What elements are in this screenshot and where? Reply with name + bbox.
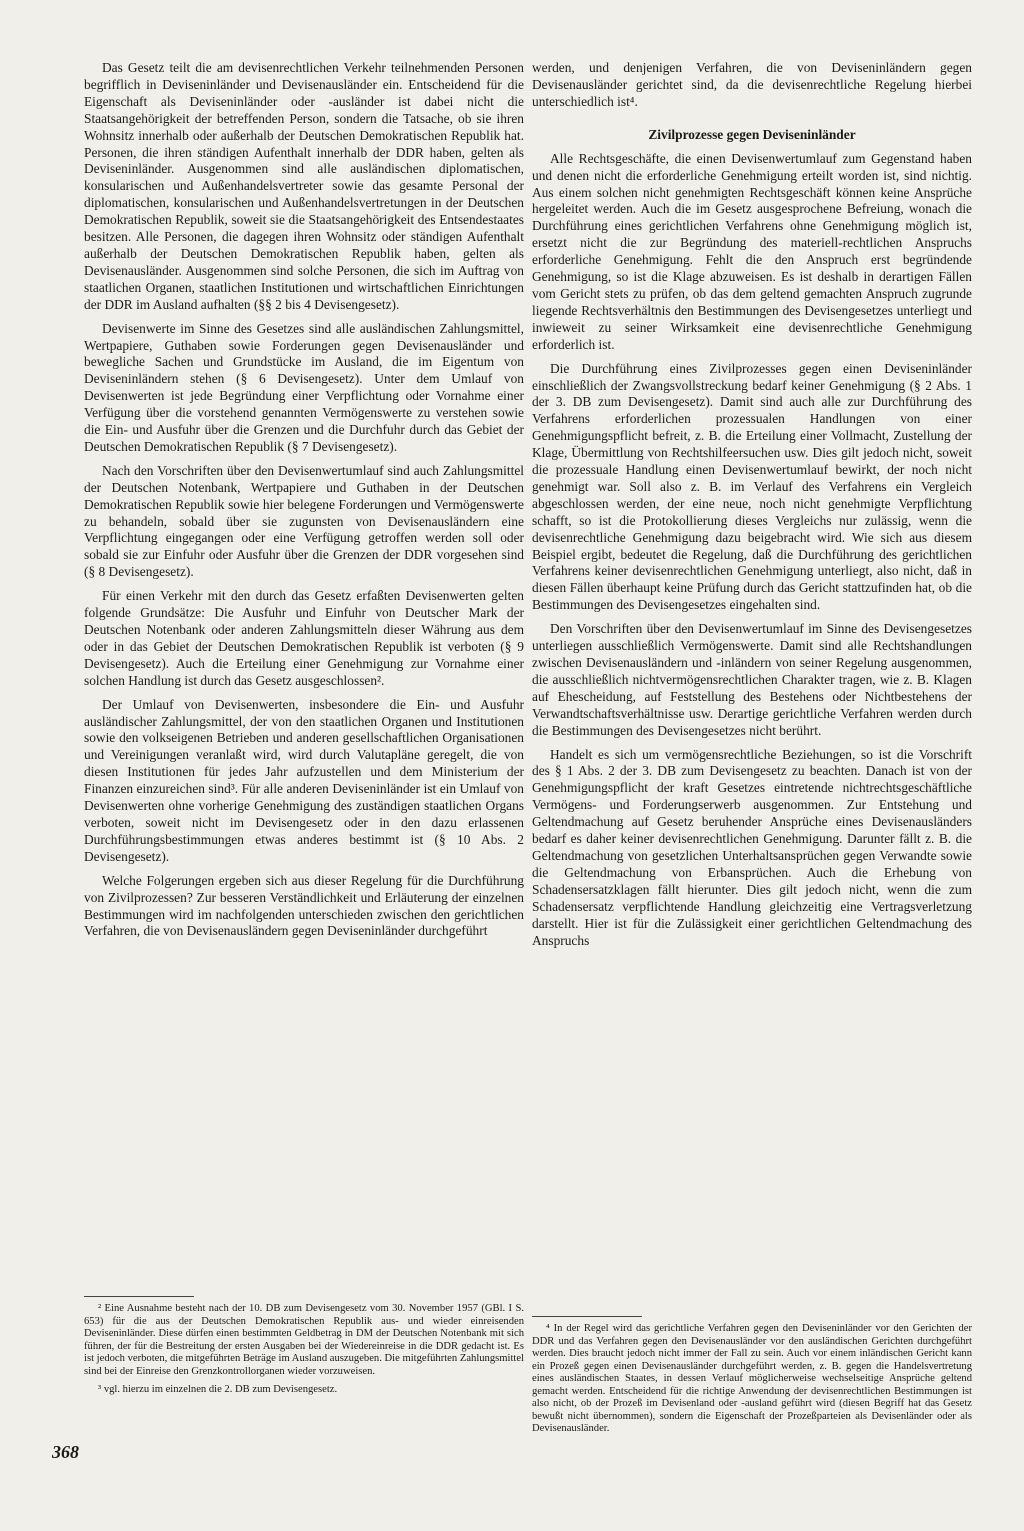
footnote-2: ² Eine Ausnahme besteht nach der 10. DB zum Devisengesetz vom 30. November 1957 (GBl. I S. 653) für die aus der Deutschen Demokratischen Republik aus- und wieder einreisenden Deviseninländer. Diese dürfen einen bestimmten Geldbetrag in DM der Deutschen Notenbank mit sich führen, der für die Bestreitung der ersten Ausgaben bei der Wiedereinreise in die DDR gedacht ist. Es ist jedoch verboten, die mitgeführten Beträge im Ausland auszugeben. Die mitgeführten Zahlungsmittel sind bei der Einreise den Grenzkontrollorganen wieder vorzuweisen.	[84, 1303, 524, 1377]
right-column	[532, 60, 972, 956]
body-paragraph: Devisenwerte im Sinne des Gesetzes sind alle ausländischen Zahlungsmittel, Wertpapiere, Guthaben sowie Forderungen gegen Devisenausländer und bewegliche Sachen und Grundstücke im Ausland, die im Eigentum von Deviseninländern stehen (§ 6 Devisengesetz). Unter dem Umlauf von Devisenwerten ist jede Begründung einer Verpflichtung oder Vornahme einer Verfügung über die vorstehend genannten Vermögenswerte zu verstehen sowie die Ein- und Ausfuhr über die Grenzen und die Durchfuhr durch das Gebiet der Deutschen Demokratischen Republik (§ 7 Devisengesetz).	[84, 320, 524, 454]
body-paragraph: Nach den Vorschriften über den Devisenwertumlauf sind auch Zahlungsmittel der Deutschen Notenbank, Wertpapiere und Guthaben in der Deutschen Demokratischen Republik sowie hier belegene Forderungen und Vermögenswerte zu behandeln, sobald über sie zugunsten von Devisenausländern eine Verpflichtung eingegangen oder eine Verfügung getroffen werden soll oder sobald sie zur Einfuhr oder Ausfuhr über die Grenzen der DDR vorgesehen sind (§ 8 Devisengesetz).	[84, 462, 524, 580]
body-paragraph: Der Umlauf von Devisenwerten, insbesondere die Ein- und Ausfuhr ausländischer Zahlungsmittel, der von den staatlichen Organen und Institutionen sowie den volkseigenen Betrieben und anderen gesellschaftlichen Organisationen und Vereinigungen veranlaßt wird, wird durch Valutapläne geregelt, die von diesen Institutionen für jedes Jahr aufzustellen und dem Ministerium der Finanzen einzureichen sind³. Für alle anderen Deviseninländer ist ein Umlauf von Devisenwerten ohne vorherige Genehmigung des zuständigen staatlichen Organs verboten, soweit nicht im Devisengesetz oder in den dazu erlassenen Durchführungsbestimmungen etwas anderes bestimmt ist (§ 10 Abs. 2 Devisengesetz).	[84, 696, 524, 864]
left-column	[84, 60, 524, 947]
continuation-paragraph: werden, und denjenigen Verfahren, die von Deviseninländern gegen Devisenausländer gerichtet sind, da die devisenrechtliche Regelung hierbei unterschiedlich ist⁴.	[532, 60, 972, 109]
footnote-divider	[84, 1296, 194, 1297]
right-footnotes	[532, 1306, 972, 1442]
section-heading: Zivilprozesse gegen Deviseninländer	[648, 126, 856, 142]
body-paragraph: Das Gesetz teilt die am devisenrechtlichen Verkehr teilnehmenden Personen begrifflich in Deviseninländer und Devisenausländer ein. Entscheidend für die Eigenschaft als Deviseninländer oder -ausländer ist dabei nicht die Staatsangehörigkeit der betreffenden Person, sondern die Tatsache, ob sie ihren Wohnsitz innerhalb oder außerhalb der Deutschen Demokratischen Republik hat. Personen, die ihren ständigen Aufenthalt innerhalb der DDR haben, gelten als Deviseninländer. Ausgenommen sind alle ausländischen diplomatischen, konsularischen und Außenhandelsvertreter sowie das gesamte Personal der diplomatischen, konsularischen und Außenhandelsvertretungen in der Deutschen Demokratischen Republik, soweit sie die Staatsangehörigkeit des Entsendestaates besitzen. Alle Personen, die dagegen ihren Wohnsitz oder ständigen Aufenthalt außerhalb der Deutschen Demokratischen Republik haben, gelten als Devisenausländer. Ausgenommen sind solche Personen, die sich im Auftrag von staatlichen Organen, staatlichen Institutionen und wirtschaftlichen Einrichtungen der DDR im Ausland aufhalten (§§ 2 bis 4 Devisengesetz).	[84, 60, 524, 312]
body-paragraph: Welche Folgerungen ergeben sich aus dieser Regelung für die Durchführung von Zivilprozessen? Zur besseren Verständlichkeit und Erläuterung der einzelnen Bestimmungen wird im nachfolgenden unterschieden zwischen den gerichtlichen Verfahren, die von Devisenausländern gegen Deviseninländer durchgeführt	[84, 872, 524, 939]
page-number: 368	[52, 1442, 79, 1462]
footnote-4: ⁴ In der Regel wird das gerichtliche Verfahren gegen den Deviseninländer vor den Gerichten der DDR und das Verfahren gegen den Devisenausländer vor den ausländischen Gerichten durchgeführt werden. Dies braucht jedoch nicht immer der Fall zu sein. Auch vor einem inländischen Gericht kann ein Prozeß gegen einen Devisenausländer durchgeführt werden, z. B. gegen die Handelsvertretung eines ausländischen Staates, in dessen Verlauf möglicherweise wechselseitige Ansprüche geltend gemacht werden. Entscheidend für die richtige Anwendung der devisenrechtlichen Bestimmungen ist also nicht, ob der Prozeß im Devisenland oder -ausland geführt wird (diesen Begriff hat das Gesetz bewußt nicht übernommen), sondern die Eigenschaft der Prozeßparteien als Devisenländer oder als Devisenausländer.	[532, 1323, 972, 1434]
footnote-divider	[532, 1316, 642, 1317]
left-footnotes	[84, 1286, 524, 1403]
body-paragraph: Die Durchführung eines Zivilprozesses gegen einen Deviseninländer einschließlich der Zwangsvollstreckung bedarf keiner Genehmigung (§ 2 Abs. 1 der 3. DB zum Devisengesetz). Damit sind auch alle zur Durchführung des Verfahrens erforderlichen prozessualen Handlungen von einer Genehmigungspflicht befreit, z. B. die Erteilung einer Vollmacht, Zustellung der Klage, Übermittlung von Rechtshilfeersuchen usw. Dies gilt jedoch nicht, soweit die prozessuale Handlung einen Devisenwertumlauf bewirkt, der noch nicht genehmigt war. Soll also z. B. im Verlauf des Verfahrens ein Vergleich abgeschlossen werden, der eine neue, noch nicht genehmigte Verpflichtung schafft, so ist die Protokollierung dieses Vergleichs nur zulässig, wenn die devisenrechtliche Genehmigung dazu beigebracht wird. Wie sich aus diesem Beispiel ergibt, bedeutet die Regelung, daß die Durchführung des gerichtlichen Verfahrens keiner devisenrechtlichen Genehmigung unterliegt, also nicht, daß in diesen Fällen überhaupt keine Prüfung durch das Gericht stattzufinden hat, ob die Bestimmungen des Devisengesetzes eingehalten sind.	[532, 360, 972, 613]
footnote-3: ³ vgl. hierzu im einzelnen die 2. DB zum Devisengesetz.	[98, 1384, 338, 1395]
body-paragraph: Für einen Verkehr mit den durch das Gesetz erfaßten Devisenwerten gelten folgende Grundsätze: Die Ausfuhr und Einfuhr von Deutscher Mark der Deutschen Notenbank oder anderen Zahlungsmitteln dieser Währung aus dem oder in das Gebiet der Deutschen Demokratischen Republik ist verboten (§ 9 Devisengesetz). Auch die Erteilung einer Genehmigung zur Vornahme einer solchen Handlung ist durch das Gesetz ausgeschlossen².	[84, 588, 524, 688]
body-paragraph: Den Vorschriften über den Devisenwertumlauf im Sinne des Devisengesetzes unterliegen ausschließlich Vermögenswerte. Damit sind alle Rechtshandlungen zwischen Devisenausländern und -inländern von seiner Regelung ausgenommen, die ausschließlich nichtvermögensrechtlichen Charakter tragen, wie z. B. Klagen auf Ehescheidung, auf Feststellung des Bestehens oder Nichtbestehens der Verwandtschaftsverhältnisse usw. Derartige gerichtliche Verfahren werden durch die Bestimmungen des Devisengesetzes nicht berührt.	[532, 621, 972, 738]
body-paragraph: Alle Rechtsgeschäfte, die einen Devisenwertumlauf zum Gegenstand haben und denen nicht die erforderliche Genehmigung erteilt worden ist, sind nichtig. Aus einem solchen nicht genehmigten Rechtsgeschäft können keine Ansprüche hergeleitet werden. Auch die im Gesetz ausgesprochene Befreiung, wonach die Durchführung eines gerichtlichen Verfahrens ohne Genehmigung möglich ist, ersetzt nicht die zur Begründung des materiell-rechtlichen Anspruchs erforderliche Genehmigung. Fehlt die den Anspruch erst begründende Genehmigung, so ist die Klage abzuweisen. Es ist deshalb in derartigen Fällen vom Gericht stets zu prüfen, ob das dem geltend gemachten Anspruch zugrunde liegende Rechtsverhältnis den Bestimmungen des Devisengesetzes unterliegt und inwieweit zu seiner Wirksamkeit eine devisenrechtliche Genehmigung erforderlich ist.	[532, 150, 972, 352]
body-paragraph: Handelt es sich um vermögensrechtliche Beziehungen, so ist die Vorschrift des § 1 Abs. 2 der 3. DB zum Devisengesetz zu beachten. Danach ist von der Genehmigungspflicht der kraft Gesetzes eintretende nichtrechtsgeschäftliche Vermögens- und Forderungserwerb ausgenommen. Zur Entstehung und Geltendmachung auf Gesetz beruhender Ansprüche eines Devisenausländers bedarf es daher keiner devisenrechtlichen Genehmigung. Darunter fällt z. B. die Geltendmachung von gesetzlichen Unterhaltsansprüchen gegen Verwandte sowie die Geltendmachung von Erbansprüchen. Auch die Erhebung von Schadensersatzklagen fällt hierunter. Dies gilt jedoch nicht, wenn die zum Schadensersatz verpflichtende Handlung gleichzeitig eine Vertragsverletzung darstellt. Hier ist für die Zulässigkeit einer gerichtlichen Geltendmachung des Anspruchs	[532, 746, 972, 948]
